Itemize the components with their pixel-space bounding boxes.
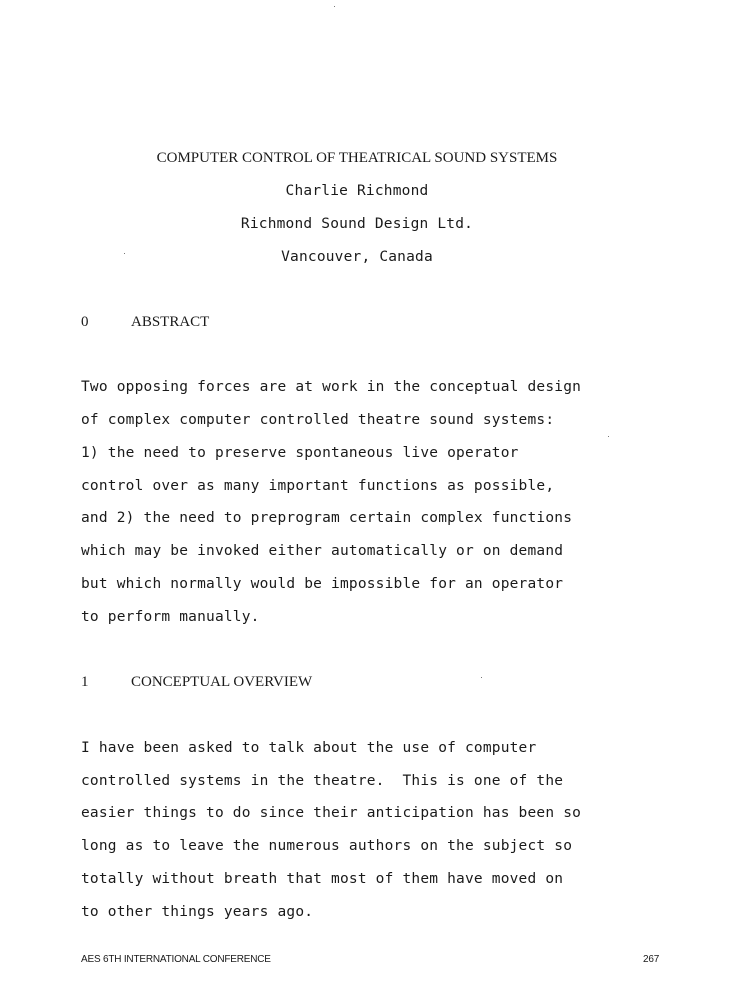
abstract-line: of complex computer controlled theatre sound systems: (81, 412, 555, 428)
abstract-line: control over as many important functions as possible, (81, 478, 555, 494)
scan-speck (481, 677, 482, 678)
abstract-line: Two opposing forces are at work in the conceptual design (81, 379, 582, 395)
author-location: Vancouver, Canada (281, 249, 433, 265)
paper-title: COMPUTER CONTROL OF THEATRICAL SOUND SYSTEMS (156, 150, 558, 166)
scan-speck (124, 253, 125, 254)
abstract-line: to perform manually. (81, 609, 260, 625)
section-number-abstract: 0 (81, 314, 89, 330)
overview-line: I have been asked to talk about the use of computer (81, 740, 537, 756)
overview-line: totally without breath that most of them have moved on (81, 871, 564, 887)
footer-page-number: 267 (643, 954, 660, 965)
scan-speck (334, 6, 335, 7)
overview-line: easier things to do since their anticipation has been so (81, 805, 582, 821)
author-name: Charlie Richmond (285, 183, 429, 199)
overview-line: controlled systems in the theatre. This is one of the (81, 773, 564, 789)
author-affiliation: Richmond Sound Design Ltd. (240, 216, 474, 232)
section-number-overview: 1 (81, 674, 89, 690)
section-title-abstract: ABSTRACT (131, 314, 210, 330)
section-title-overview: CONCEPTUAL OVERVIEW (131, 674, 313, 690)
overview-line: to other things years ago. (81, 904, 314, 920)
overview-line: long as to leave the numerous authors on the subject so (81, 838, 573, 854)
scan-speck (608, 436, 609, 437)
footer-conference: AES 6TH INTERNATIONAL CONFERENCE (81, 954, 271, 965)
abstract-line: which may be invoked either automatically or on demand (81, 543, 564, 559)
abstract-line: 1) the need to preserve spontaneous live operator (81, 445, 519, 461)
abstract-line: and 2) the need to preprogram certain complex functions (81, 510, 573, 526)
abstract-line: but which normally would be impossible for an operator (81, 576, 564, 592)
